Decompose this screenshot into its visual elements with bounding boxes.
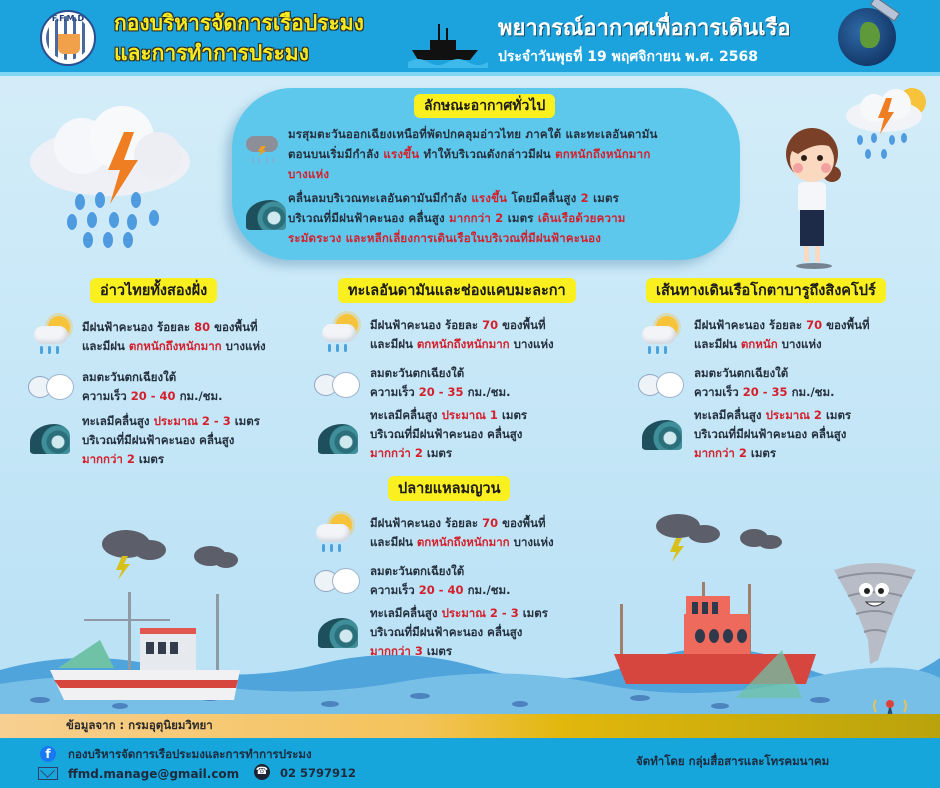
wave-icon (28, 422, 72, 456)
general-weather-title: ลักษณะอากาศทั่วไป (414, 94, 555, 118)
region-title: ทะเลอันดามันและช่องแคบมะละกา (338, 278, 576, 303)
sun-rain-icon (640, 314, 682, 358)
wind-forecast: ลมตะวันตกเฉียงใต้ ความเร็ว 20 - 35 กม./ชม. (370, 366, 511, 399)
tornado-mascot (830, 560, 920, 670)
wave-forecast: ทะเลมีคลื่นสูง ประมาณ 1 เมตร บริเวณที่มีฝนฟ้าคะนอง คลื่นสูง มากกว่า 2 เมตร (370, 408, 528, 460)
rain-forecast: มีฝนฟ้าคะนอง ร้อยละ 80 ของพื้นที่ และมีฝน ตกหนักถึงหนักมาก บางแห่ง (82, 320, 266, 353)
fishing-boat-right (606, 508, 826, 700)
phone-icon: ☎ (254, 764, 270, 780)
sun-rain-icon (314, 512, 356, 556)
wind-icon (638, 372, 686, 400)
general-paragraph-monsoon: มรสุมตะวันออกเฉียงเหนือที่พัดปกคลุมอ่าวไทย ภาคใต้ และทะเลอันดามัน ตอนบนเริ่มมีกำลัง แรงขึ้น ทำให้บริเวณดังกล่าวมีฝน ตกหนักถึงหนักมาก บางแห่ง (288, 127, 658, 181)
wind-forecast: ลมตะวันตกเฉียงใต้ ความเร็ว 20 - 35 กม./ชม. (694, 366, 835, 399)
wave-icon (640, 418, 684, 452)
email-icon (38, 767, 58, 780)
wave-forecast: ทะเลมีคลื่นสูง ประมาณ 2 เมตร บริเวณที่มีฝนฟ้าคะนอง คลื่นสูง มากกว่า 2 เมตร (694, 408, 852, 460)
wind-icon (28, 374, 76, 402)
general-paragraph-waves: คลื่นลมบริเวณทะเลอันดามันมีกำลัง แรงขึ้น โดยมีคลื่นสูง 2 เมตร บริเวณที่มีฝนฟ้าคะนอง คลื่นสูง มากกว่า 2 เมตร เดินเรือด้วยความ ระมัดระวง และหลีกเลี่ยงการเดินเรือในบริเวณที่มีฝนฟ้าคะนอง (288, 191, 626, 245)
region-title: ปลายแหลมญวน (388, 476, 510, 501)
phone-number[interactable]: 02 5797912 (280, 766, 357, 780)
region-cape-ca-mau (310, 476, 640, 666)
org-name-line2: และการทำการประมง (114, 41, 309, 65)
rain-forecast: มีฝนฟ้าคะนอง ร้อยละ 70 ของพื้นที่ และมีฝน ตกหนักถึงหนักมาก บางแห่ง (370, 516, 554, 549)
wind-forecast: ลมตะวันตกเฉียงใต้ ความเร็ว 20 - 40 กม./ชม. (370, 564, 511, 597)
general-weather-panel (232, 88, 740, 260)
org-name-line1: กองบริหารจัดการเรือประมง (114, 11, 364, 35)
storm-cloud-icon (244, 132, 280, 166)
wind-icon (314, 372, 362, 400)
wave-icon (316, 616, 360, 650)
logo-text: F.F.M.D (51, 14, 85, 23)
facebook-icon[interactable]: f (40, 746, 56, 762)
sun-storm-cloud-icon (840, 84, 936, 164)
region-title: อ่าวไทยทั้งสองฝั่ง (90, 278, 217, 303)
wind-forecast: ลมตะวันตกเฉียงใต้ ความเร็ว 20 - 40 กม./ชม. (82, 370, 223, 403)
forecast-title: พยากรณ์อากาศเพื่อการเดินเรือ (498, 16, 791, 41)
footer (0, 738, 940, 788)
region-title: เส้นทางเดินเรือโกตาบารูถึงสิงคโปร์ (646, 278, 886, 303)
email-link[interactable]: ffmd.manage@gmail.com (68, 767, 240, 781)
org-name (114, 8, 364, 68)
forecast-date: ประจำวันพุธที่ 19 พฤศจิกายน พ.ศ. 2568 (498, 49, 759, 65)
header-banner (0, 0, 940, 76)
wave-forecast: ทะเลมีคลื่นสูง ประมาณ 2 - 3 เมตร บริเวณที่มีฝนฟ้าคะนอง คลื่นสูง มากกว่า 2 เมตร (82, 414, 260, 466)
sun-rain-icon (320, 312, 362, 356)
data-source-bar (0, 714, 940, 738)
wave-forecast: ทะเลมีคลื่นสูง ประมาณ 2 - 3 เมตร บริเวณที่มีฝนฟ้าคะนอง คลื่นสูง มากกว่า 3 เมตร (370, 606, 548, 658)
globe-satellite-icon (838, 8, 896, 66)
thunderstorm-cloud-icon (22, 100, 198, 250)
region-kotabharu-singapore (630, 278, 940, 478)
wave-icon (244, 198, 288, 232)
wave-icon (316, 422, 360, 456)
region-andaman-malacca (310, 278, 630, 478)
rain-forecast: มีฝนฟ้าคะนอง ร้อยละ 70 ของพื้นที่ และมีฝน ตกหนัก บางแห่ง (694, 318, 870, 351)
wind-icon (314, 568, 362, 596)
facebook-page-link[interactable]: กองบริหารจัดการเรือประมงและการทำการประมง (68, 747, 312, 761)
produced-by: จัดทำโดย กลุ่มสื่อสารและโทรคมนาคม (636, 754, 830, 768)
boat-silhouette-icon (408, 18, 488, 68)
data-source: ข้อมูลจาก : กรมอุตุนิยมวิทยา (66, 718, 213, 732)
rain-forecast: มีฝนฟ้าคะนอง ร้อยละ 70 ของพื้นที่ และมีฝน ตกหนักถึงหนักมาก บางแห่ง (370, 318, 554, 351)
region-gulf-of-thailand (0, 278, 320, 478)
sun-rain-icon (32, 314, 74, 358)
fishing-boat-left (40, 520, 260, 700)
ffmd-logo (40, 10, 96, 66)
